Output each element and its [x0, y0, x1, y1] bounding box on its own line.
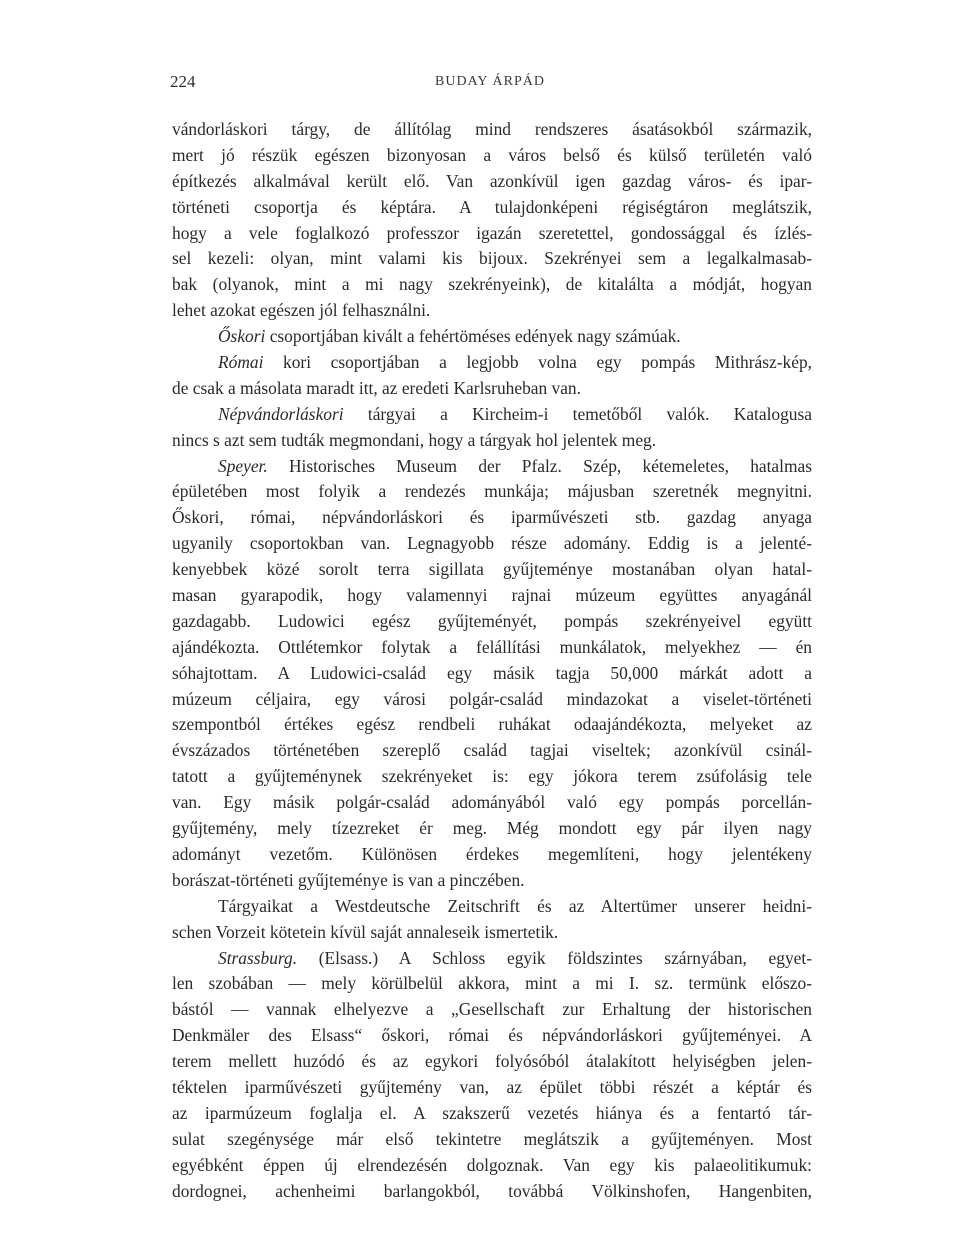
text-line: mert jó részük egészen bizonyosan a város belső és külső területén való: [172, 144, 812, 165]
section-heading-romai: Római: [218, 352, 264, 373]
text-line-romai: [172, 350, 812, 376]
text-line: Őskori, római, népvándorláskori és iparművészeti stb. gazdag anyaga: [172, 507, 812, 528]
text-line: vándorláskori tárgy, de állítólag mind rendszeres ásatásokból származik,: [172, 119, 812, 139]
text-line: történeti csoportja és képtára. A tulajdonképeni régiségtáron meglátszik,: [172, 196, 812, 217]
text-line: épületében most folyik a rendezés munkája; májusban szeretnék megnyitni.: [172, 481, 812, 502]
text-line-strassburg: [172, 946, 812, 972]
text-line: masan gyarapodik, hogy valamennyi rajnai múzeum együttes anyagánál: [172, 585, 812, 606]
text-line: nincs s azt sem tudták megmondani, hogy a tárgyak hol jelentek meg.: [172, 429, 657, 450]
text-line: ugyanily csoportokban van. Legnagyobb része adomány. Eddig is a jelenté-: [172, 533, 812, 554]
text-line: egyébként éppen új elrendezésén dolgoznak. Van egy kis palaeolitikumuk:: [172, 1154, 812, 1175]
text-line-oskori: [172, 324, 812, 350]
text-line-rest: (Elsass.) A Schloss egyik földszintes szárnyában, egyet-: [297, 947, 812, 968]
text-line: dordognei, achenheimi barlangokból, továbbá Völkinshofen, Hangenbiten,: [172, 1180, 812, 1201]
text-line: bak (olyanok, mint a mi nagy szekrényeink), de kitalálta a módját, hogyan: [172, 274, 812, 295]
section-heading-nepvandorlaskori: Népvándorláskori: [218, 403, 344, 424]
page-number: 224: [170, 72, 196, 91]
text-line: schen Vorzeit kötetein kívül saját annaleseik ismertetik.: [172, 921, 559, 942]
text-line: terem mellett huzódó és az egykori folyósóból átalakított helyiségben jelen-: [172, 1051, 812, 1072]
text-line-rest: Historisches Museum der Pfalz. Szép, kétemeletes, hatalmas: [267, 455, 812, 476]
text-line-rest: csoportjában kivált a fehértöméses edények nagy számúak.: [265, 326, 681, 347]
text-line: az iparmúzeum foglalja el. A szakszerű vezetés hiánya és a fentartó tár-: [172, 1102, 812, 1123]
running-head: BUDAY ÁRPÁD: [435, 74, 545, 89]
text-line-rest: tárgyai a Kircheim-i temetőből valók. Katalogusa: [343, 403, 812, 424]
text-line-rest: kori csoportjában a legjobb volna egy pompás Mithrász-kép,: [263, 352, 812, 373]
text-line: van. Egy másik polgár-család adományából való egy pompás porcellán-: [172, 792, 812, 813]
text-line: hogy a vele foglalkozó professzor igazán szeretettel, gondossággal és ízlés-: [172, 222, 812, 243]
text-line: ajándékozta. Ottlétemkor folytak a felállítási munkálatok, melyekhez — én: [172, 636, 812, 657]
text-line: de csak a másolata maradt itt, az eredeti Karlsruheban van.: [172, 377, 581, 398]
text-line: Denkmäler des Elsass“ őskori, római és népvándorláskori gyűjteményei. A: [172, 1025, 812, 1046]
text-line: borászat-történeti gyűjteménye is van a pinczében.: [172, 869, 525, 890]
text-line: múzeum céljaira, egy városi polgár-család mindazokat a viselet-történeti: [172, 688, 812, 709]
page-header: [170, 72, 810, 96]
section-heading-strassburg: Strassburg.: [218, 947, 298, 968]
text-line: szempontból értékes egész rendbeli ruhákat odaajándékozta, melyeket az: [172, 714, 812, 735]
text-line: építkezés alkalmával került elő. Van azonkívül igen gazdag város- és ipar-: [172, 170, 812, 191]
text-line: bástól — vannak elhelyezve a „Gesellschaft zur Erhaltung der historischen: [172, 999, 812, 1020]
text-line: téktelen iparművészeti gyűjtemény van, az épület többi részét a képtár és: [172, 1076, 812, 1097]
text-line: Tárgyaikat a Westdeutsche Zeitschrift és az Altertümer unserer heidni-: [218, 895, 812, 916]
text-line: sóhajtottam. A Ludowici-család egy másik tagja 50,000 márkát adott a: [172, 662, 812, 683]
section-heading-speyer: Speyer.: [218, 455, 268, 476]
text-line: sel kezeli: olyan, mint valami kis bijoux. Szekrényei sem a legalkalmasab-: [172, 248, 812, 269]
text-line: gazdagabb. Ludowici egész gyűjteményét, pompás szekrényeivel együtt: [172, 610, 812, 631]
text-line: kenyebbek közé sorolt terra sigillata gyűjteménye mostanában olyan hatal-: [172, 559, 812, 580]
text-line: adományt vezetőm. Különösen érdekes megemlíteni, hogy jelentékeny: [172, 843, 812, 864]
text-line: tatott a gyűjteménynek szekrényeket is: egy jókora terem zsúfolásig tele: [172, 766, 812, 787]
text-line: évszázados történetében szereplő család tagjai viseltek; azonkívül csinál-: [172, 740, 812, 761]
body-text: [172, 117, 812, 1204]
text-line-nepvandorlaskori: [172, 402, 812, 428]
text-line: sulat szegénysége már első tekintetre meglátszik a gyűjteményen. Most: [172, 1128, 812, 1149]
text-line-speyer: [172, 454, 812, 480]
text-line: len szobában — mely körülbelül akkora, mint a mi I. sz. termünk előszo-: [172, 973, 812, 994]
text-line: lehet azokat egészen jól felhasználni.: [172, 300, 431, 321]
section-heading-oskori: Őskori: [218, 326, 266, 347]
text-line: gyűjtemény, mely tízezreket ér meg. Még mondott egy pár ilyen nagy: [172, 818, 812, 839]
